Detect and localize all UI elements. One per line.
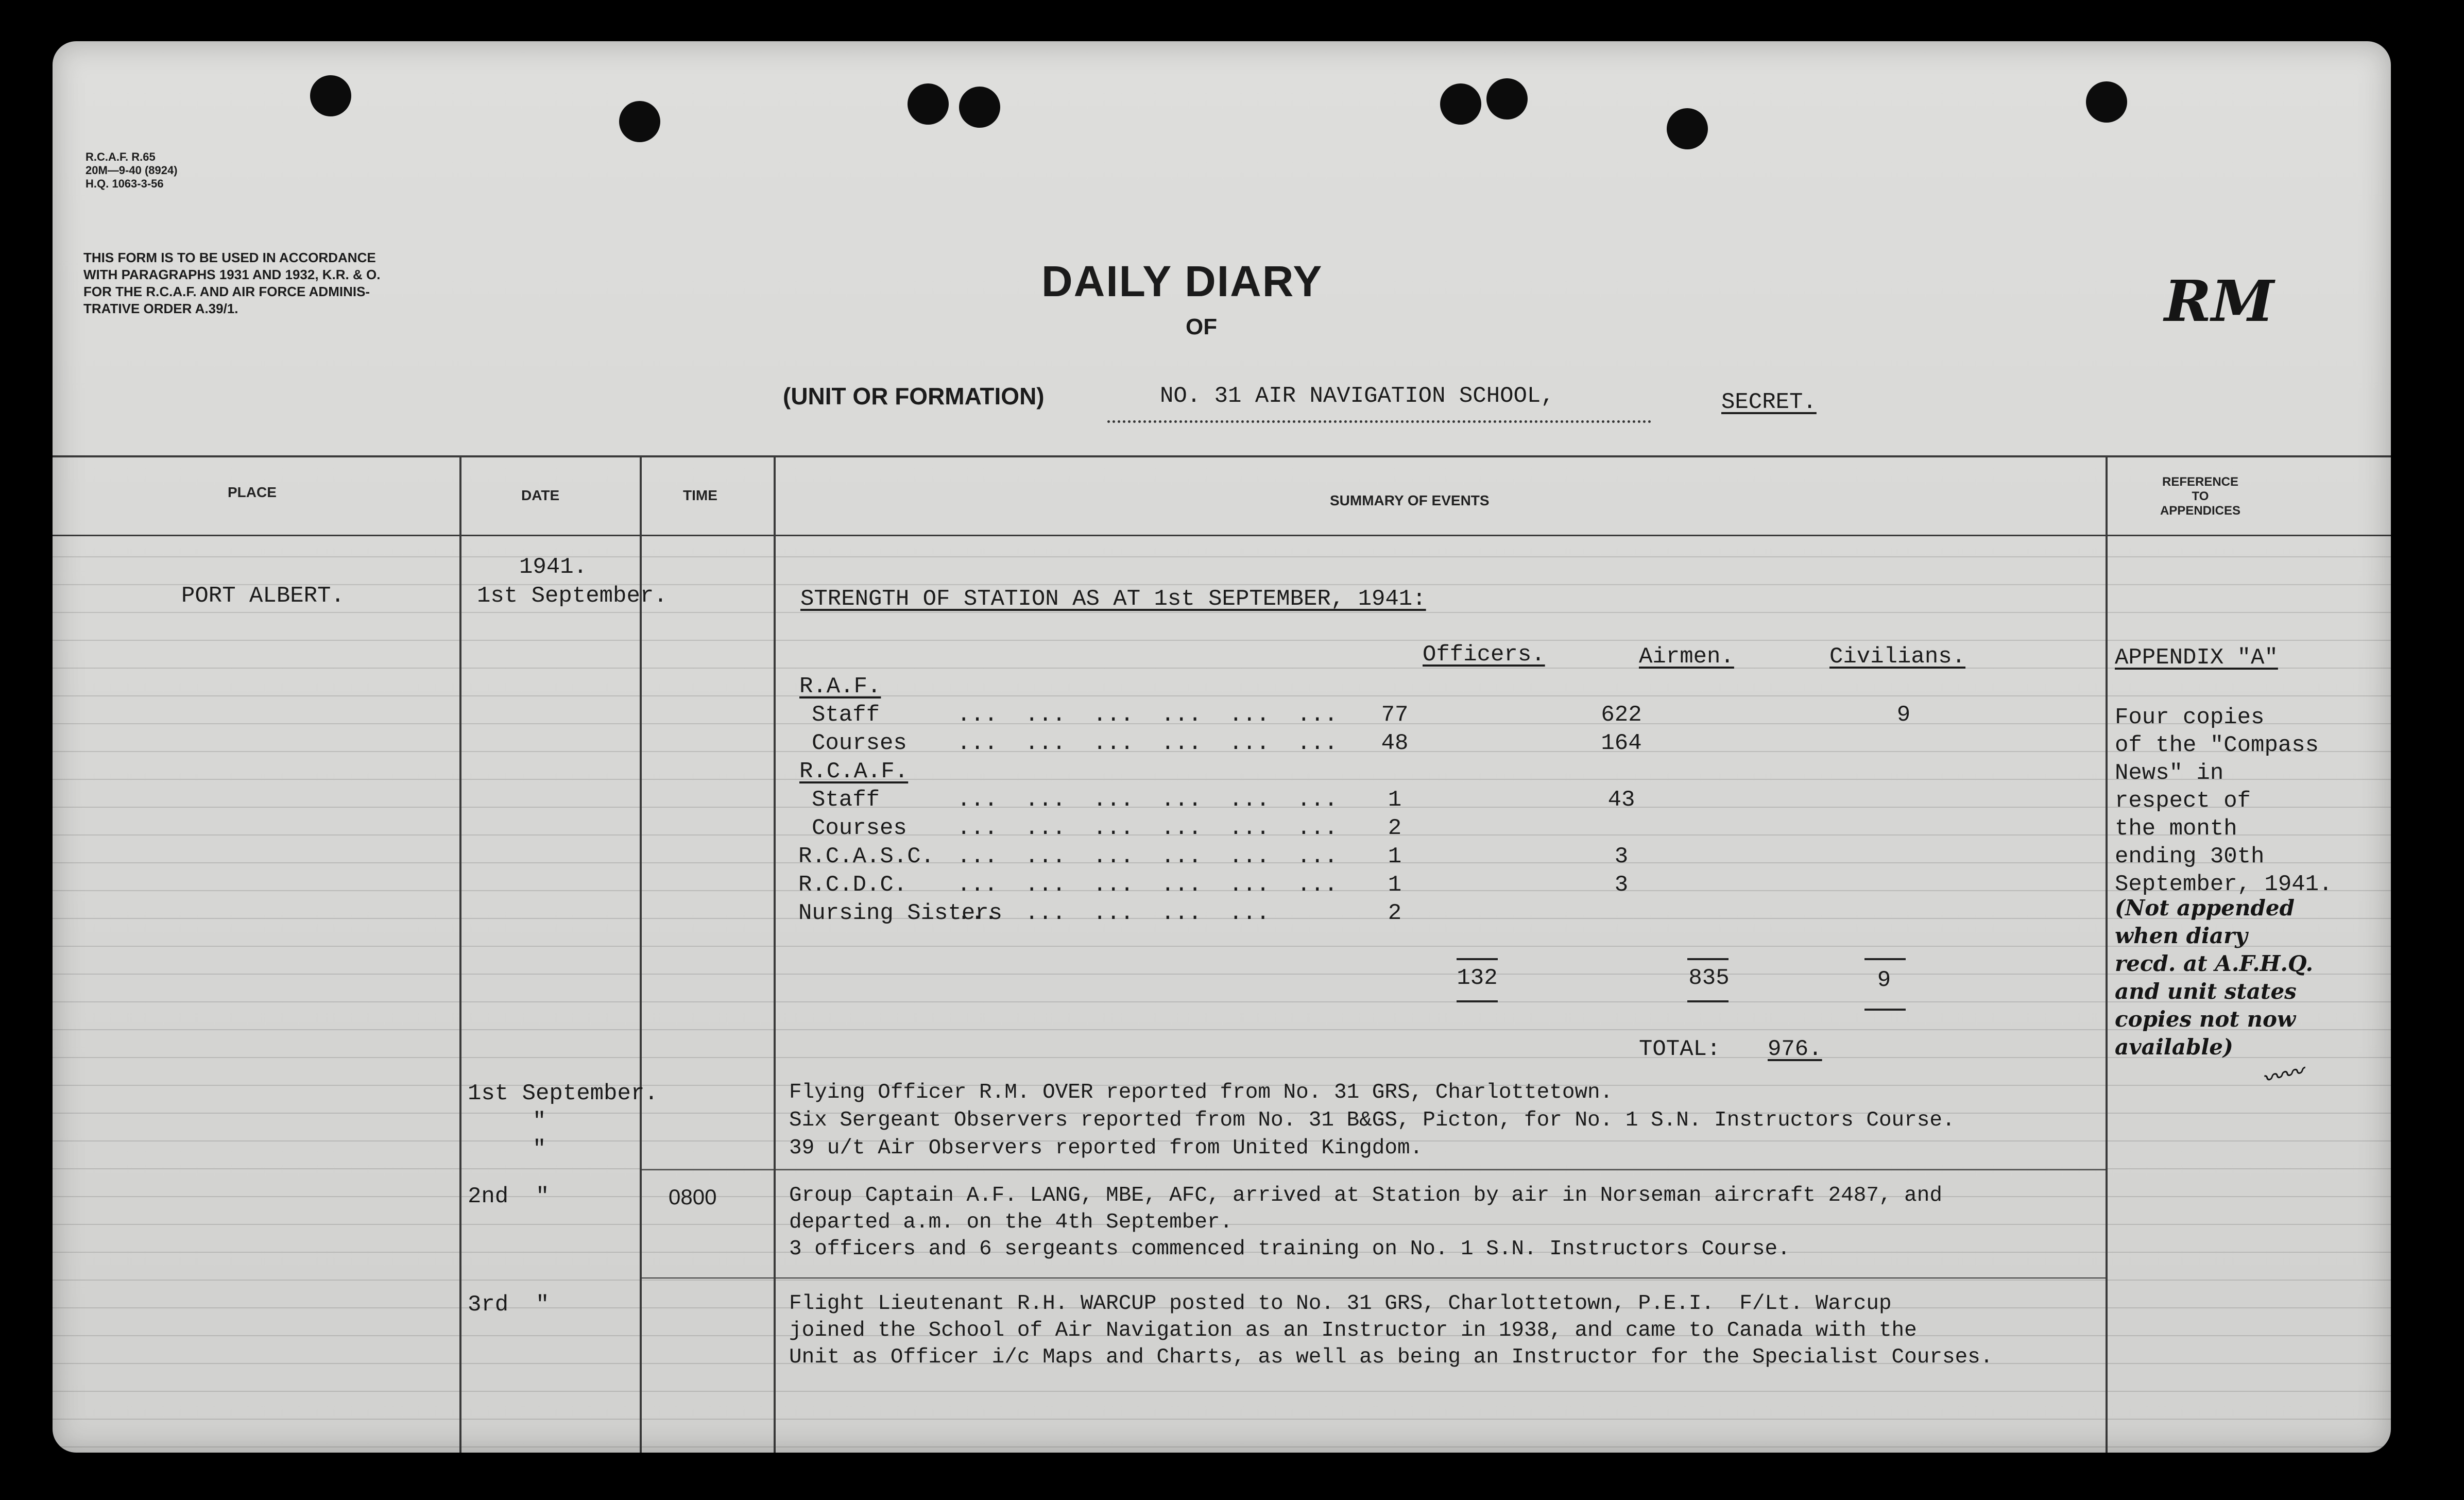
entry-date: ": [533, 1109, 546, 1134]
unit-name: NO. 31 AIR NAVIGATION SCHOOL,: [1160, 383, 1554, 409]
punch-hole: [959, 87, 1000, 128]
strength-officers-value: 2: [1388, 815, 1402, 841]
column-divider: [459, 455, 461, 1453]
column-divider: [774, 455, 776, 1453]
total-rule: [1457, 1000, 1498, 1002]
total-rule: [1457, 958, 1498, 960]
ruled-line: [53, 695, 2391, 696]
ruled-line: [53, 1029, 2391, 1030]
total-label: TOTAL:: [1639, 1036, 1721, 1062]
handwritten-initials: RM: [2164, 268, 2274, 334]
punch-hole: [310, 75, 351, 116]
ruled-line: [53, 974, 2391, 975]
strength-heading: STRENGTH OF STATION AS AT 1st SEPTEMBER, 1941:: [800, 586, 1426, 612]
punch-hole: [2086, 81, 2127, 123]
strength-airmen-value: 3: [1614, 872, 1629, 898]
entry-text-line: Six Sergeant Observers reported from No. 31 B&GS, Picton, for No. 1 S.N. Instructors Course.: [789, 1109, 1955, 1132]
ruled-line: [53, 1391, 2391, 1392]
strength-airmen-value: 43: [1607, 787, 1635, 813]
diary-page: [53, 41, 2391, 1453]
col-civilians: Civilians.: [1829, 644, 1966, 670]
entry-text-line: joined the School of Air Navigation as an Instructor in 1938, and came to Canada with the: [789, 1319, 1917, 1342]
strength-airmen-value: 622: [1601, 702, 1642, 728]
strength-row-label: Staff: [812, 787, 880, 813]
col-header-place: PLACE: [228, 484, 277, 500]
handwritten-signature: 〰〰: [2260, 1059, 2306, 1092]
strength-row-label: R.C.D.C.: [798, 872, 908, 898]
strength-row-label: R.A.F.: [799, 674, 881, 700]
col-header-time: TIME: [683, 487, 717, 503]
entry-text-line: departed a.m. on the 4th September.: [789, 1211, 1233, 1234]
ruled-line: [53, 640, 2391, 641]
grand-total: 976.: [1768, 1036, 1822, 1062]
strength-row-label: Courses: [812, 815, 907, 841]
strength-row-label: Staff: [812, 702, 880, 728]
punch-hole: [1440, 83, 1481, 125]
security-classification: SECRET.: [1721, 389, 1817, 415]
strength-row-label: R.C.A.F.: [799, 759, 909, 785]
appendix-handwritten-note: (Not appended when diary recd. at A.F.H.Q. and unit states copies not now available): [2115, 895, 2314, 1060]
header-bottom-rule: [53, 535, 2391, 536]
ruled-line: [53, 1001, 2391, 1002]
ruled-line: [53, 946, 2391, 947]
col-header-date: DATE: [521, 487, 560, 503]
strength-row-label: Courses: [812, 730, 907, 756]
appendix-title: APPENDIX "A": [2115, 645, 2278, 671]
ruled-line: [53, 779, 2391, 780]
strength-officers-value: 2: [1388, 900, 1402, 926]
punch-hole: [1667, 108, 1708, 149]
leader-dots: ... ... ... ... ... ...: [957, 730, 1338, 756]
total-rule: [1687, 1000, 1729, 1002]
col-officers: Officers.: [1423, 642, 1545, 668]
punch-hole: [1486, 78, 1528, 120]
strength-officers-value: 1: [1388, 787, 1402, 813]
strength-officers-value: 48: [1381, 730, 1409, 756]
ruled-line: [53, 1419, 2391, 1420]
total-airmen: 835: [1688, 965, 1730, 991]
form-number: R.C.A.F. R.65 20M—9-40 (8924) H.Q. 1063-3-56: [85, 150, 178, 190]
leader-dots: ... ... ... ... ... ...: [957, 787, 1338, 813]
strength-airmen-value: 164: [1601, 730, 1642, 756]
entry-text-line: 39 u/t Air Observers reported from United Kingdom.: [789, 1136, 1423, 1160]
strength-airmen-value: 3: [1614, 844, 1629, 870]
title-of: OF: [1186, 314, 1218, 339]
total-officers: 132: [1457, 965, 1498, 991]
column-divider: [2106, 455, 2108, 1453]
punch-hole: [908, 83, 949, 125]
ruled-line: [53, 1280, 2391, 1281]
entry-date: 1st September.: [468, 1081, 658, 1106]
form-instructions: THIS FORM IS TO BE USED IN ACCORDANCE WITH PARAGRAPHS 1931 AND 1932, K.R. & O. FOR THE R.C.A.F. AND AIR FORCE ADMINIS- TRATIVE ORDER A.39/1.: [83, 250, 381, 316]
total-rule: [1864, 1009, 1906, 1011]
entry-date: 3rd ": [468, 1292, 550, 1318]
table-top-rule: [53, 455, 2391, 457]
appendix-text: Four copies of the "Compass News" in respect of the month ending 30th September, 1941.: [2115, 705, 2333, 897]
strength-officers-value: 1: [1388, 872, 1402, 898]
entry-time: 0800: [669, 1185, 717, 1209]
strength-civilians-value: 9: [1896, 702, 1911, 728]
entry-date: ": [533, 1136, 546, 1162]
page-title: DAILY DIARY: [1041, 257, 1323, 305]
ruled-line: [53, 1057, 2391, 1058]
entry-text-line: Group Captain A.F. LANG, MBE, AFC, arrived at Station by air in Norseman aircraft 2487, and: [789, 1184, 1942, 1207]
col-airmen: Airmen.: [1639, 644, 1734, 670]
unit-label: (UNIT OR FORMATION): [783, 383, 1045, 410]
ruled-line: [53, 668, 2391, 669]
leader-dots: ... ... ... ... ... ...: [957, 702, 1338, 728]
entry-text-line: Flying Officer R.M. OVER reported from No. 31 GRS, Charlottetown.: [789, 1081, 1613, 1104]
entry-date: 2nd ": [468, 1184, 550, 1209]
unit-dotted-line: [1107, 420, 1651, 423]
entry-text-line: 3 officers and 6 sergeants commenced training on No. 1 S.N. Instructors Course.: [789, 1237, 1790, 1261]
diary-year: 1941.: [519, 554, 588, 580]
entry-text-line: Flight Lieutenant R.H. WARCUP posted to No. 31 GRS, Charlottetown, P.E.I. F/Lt. Warcup: [789, 1292, 1892, 1316]
strength-officers-value: 77: [1381, 702, 1409, 728]
leader-dots: ... ... ... ... ... ...: [957, 872, 1338, 898]
col-header-summary: SUMMARY OF EVENTS: [1330, 492, 1490, 508]
strength-officers-value: 1: [1388, 844, 1402, 870]
col-header-reference: REFERENCE TO APPENDICES: [2160, 475, 2241, 518]
strength-row-label: Nursing Sisters: [798, 900, 1003, 926]
entry-text-line: Unit as Officer i/c Maps and Charts, as well as being an Instructor for the Specialist Courses.: [789, 1345, 1993, 1369]
entry-separator: [640, 1169, 2106, 1170]
leader-dots: ... ... ... ... ... ...: [957, 844, 1338, 870]
total-civilians: 9: [1877, 967, 1891, 993]
place-name: PORT ALBERT.: [181, 583, 345, 609]
ruled-line: [53, 1446, 2391, 1447]
ruled-line: [53, 584, 2391, 585]
strength-date: 1st September.: [477, 583, 668, 609]
total-rule: [1864, 958, 1906, 960]
entry-separator: [640, 1277, 2106, 1279]
punch-hole: [619, 101, 660, 142]
ruled-line: [53, 612, 2391, 613]
ruled-line: [53, 556, 2391, 557]
leader-dots: ... ... ... ... ...: [957, 900, 1270, 926]
total-rule: [1687, 958, 1729, 960]
leader-dots: ... ... ... ... ... ...: [957, 815, 1338, 841]
strength-row-label: R.C.A.S.C.: [798, 844, 935, 870]
